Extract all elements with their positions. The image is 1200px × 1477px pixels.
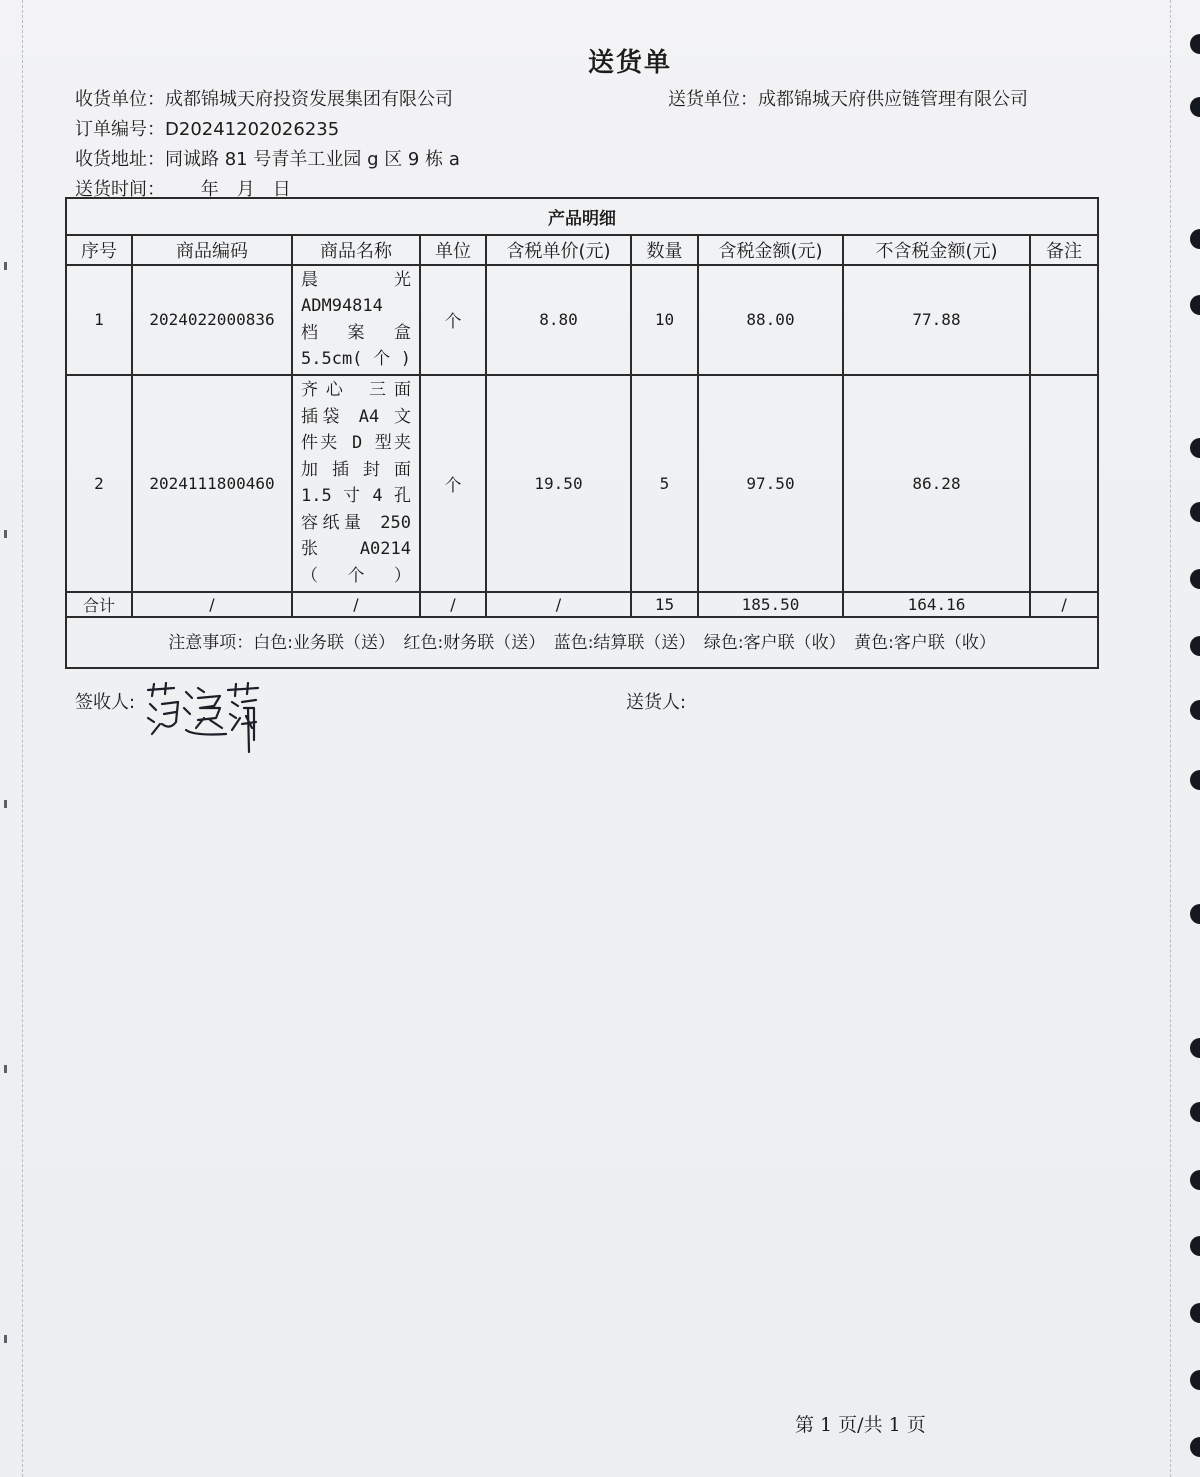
receiver-unit-value: 成都锦城天府投资发展集团有限公司 — [165, 89, 453, 110]
unit: 个 — [420, 265, 486, 375]
column-header: 备注 — [1030, 235, 1098, 265]
table-caption-row — [66, 198, 1098, 235]
left-perforation — [22, 0, 23, 1477]
column-header: 商品名称 — [292, 235, 420, 265]
notes: 注意事项：白色:业务联（送） 红色:财务联（送） 蓝色:结算联（送） 绿色:客户联（收） 黄色:客户联（收） — [66, 617, 1098, 668]
total-label: 合计 — [66, 592, 132, 617]
table-row — [66, 375, 1098, 592]
product-name-line: 齐心 三面 — [301, 380, 411, 401]
feed-hole — [1190, 1437, 1200, 1457]
edge-mark — [4, 800, 7, 808]
order-no-value: D20241202026235 — [165, 119, 340, 140]
column-header: 含税金额(元) — [698, 235, 843, 265]
row-no: 2 — [66, 375, 132, 592]
right-perforation — [1170, 0, 1171, 1477]
edge-mark — [4, 530, 7, 538]
address-value: 同诚路 81 号青羊工业园 g 区 9 栋 a — [165, 149, 460, 170]
table-header-row — [66, 235, 1098, 265]
receiver-unit-line — [75, 85, 453, 111]
feed-hole — [1190, 770, 1200, 790]
total-code: / — [132, 592, 292, 617]
feed-hole — [1190, 438, 1200, 458]
edge-mark — [4, 1335, 7, 1343]
feed-hole — [1190, 636, 1200, 656]
feed-hole — [1190, 1370, 1200, 1390]
document-title: 送货单 — [587, 48, 672, 78]
feed-hole — [1190, 1038, 1200, 1058]
product-code: 2024111800460 — [132, 375, 292, 592]
remark — [1030, 375, 1098, 592]
amount-excl-tax: 86.28 — [843, 375, 1030, 592]
product-name — [292, 375, 420, 592]
unit: 个 — [420, 375, 486, 592]
table-row — [66, 265, 1098, 375]
feed-hole — [1190, 1236, 1200, 1256]
total-amount-incl-tax: 185.50 — [698, 592, 843, 617]
column-header: 数量 — [631, 235, 698, 265]
total-quantity: 15 — [631, 592, 698, 617]
sender-unit-value: 成都锦城天府供应链管理有限公司 — [758, 89, 1028, 110]
total-remark: / — [1030, 592, 1098, 617]
order-no-label: 订单编号： — [75, 119, 165, 140]
product-name-line: ADM94814 — [301, 296, 383, 317]
product-name-line: 张 A0214 — [301, 539, 411, 560]
column-header: 商品编码 — [132, 235, 292, 265]
edge-mark — [4, 1065, 7, 1073]
product-name-line: 5.5cm(个) — [301, 349, 411, 370]
sender-unit-line — [668, 85, 1028, 111]
address-label: 收货地址： — [75, 149, 165, 170]
unit-price: 8.80 — [486, 265, 631, 375]
product-name — [292, 265, 420, 375]
product-name-line: 档 案 盒 — [301, 322, 411, 343]
feed-hole — [1190, 700, 1200, 720]
row-no: 1 — [66, 265, 132, 375]
feed-hole — [1190, 1170, 1200, 1190]
total-price: / — [486, 592, 631, 617]
column-header: 含税单价(元) — [486, 235, 631, 265]
delivery-time-value: 年 月 日 — [200, 179, 291, 200]
product-name-line: （个） — [301, 565, 411, 586]
address-line — [75, 145, 460, 171]
page-info: 第 1 页/共 1 页 — [795, 1414, 926, 1436]
deliverer-label: 送货人: — [626, 692, 687, 713]
total-name: / — [292, 592, 420, 617]
order-no-line — [75, 115, 339, 141]
feed-hole — [1190, 1102, 1200, 1122]
total-row — [66, 592, 1098, 617]
feed-hole — [1190, 1303, 1200, 1323]
table-caption: 产品明细 — [66, 198, 1098, 235]
unit-price: 19.50 — [486, 375, 631, 592]
total-amount-excl-tax: 164.16 — [843, 592, 1030, 617]
column-header: 不含税金额(元) — [843, 235, 1030, 265]
feed-hole — [1190, 569, 1200, 589]
total-unit: / — [420, 592, 486, 617]
feed-hole — [1190, 295, 1200, 315]
amount-excl-tax: 77.88 — [843, 265, 1030, 375]
product-name-line: 插袋 A4 文 — [301, 406, 411, 427]
delivery-time-label: 送货时间： — [75, 179, 165, 200]
feed-hole — [1190, 904, 1200, 924]
column-header: 序号 — [66, 235, 132, 265]
amount-incl-tax: 88.00 — [698, 265, 843, 375]
note-row — [66, 617, 1098, 668]
product-code: 2024022000836 — [132, 265, 292, 375]
feed-hole — [1190, 229, 1200, 249]
receiver-sign-label: 签收人: — [75, 692, 136, 713]
product-name-line: 加 插 封 面 — [301, 459, 411, 480]
feed-hole — [1190, 97, 1200, 117]
remark — [1030, 265, 1098, 375]
edge-mark — [4, 262, 7, 270]
product-name-line: 1.5 寸 4 孔 — [301, 486, 411, 507]
quantity: 10 — [631, 265, 698, 375]
feed-hole — [1190, 502, 1200, 522]
quantity: 5 — [631, 375, 698, 592]
product-detail-table — [65, 197, 1099, 669]
product-name-line: 晨 光 — [301, 269, 411, 290]
amount-incl-tax: 97.50 — [698, 375, 843, 592]
product-name-line: 容纸量 250 — [301, 512, 411, 533]
receiver-signature — [140, 678, 260, 758]
column-header: 单位 — [420, 235, 486, 265]
product-name-line: 件夹 D 型夹 — [301, 433, 411, 454]
sender-unit-label: 送货单位： — [668, 89, 758, 110]
receiver-unit-label: 收货单位： — [75, 89, 165, 110]
